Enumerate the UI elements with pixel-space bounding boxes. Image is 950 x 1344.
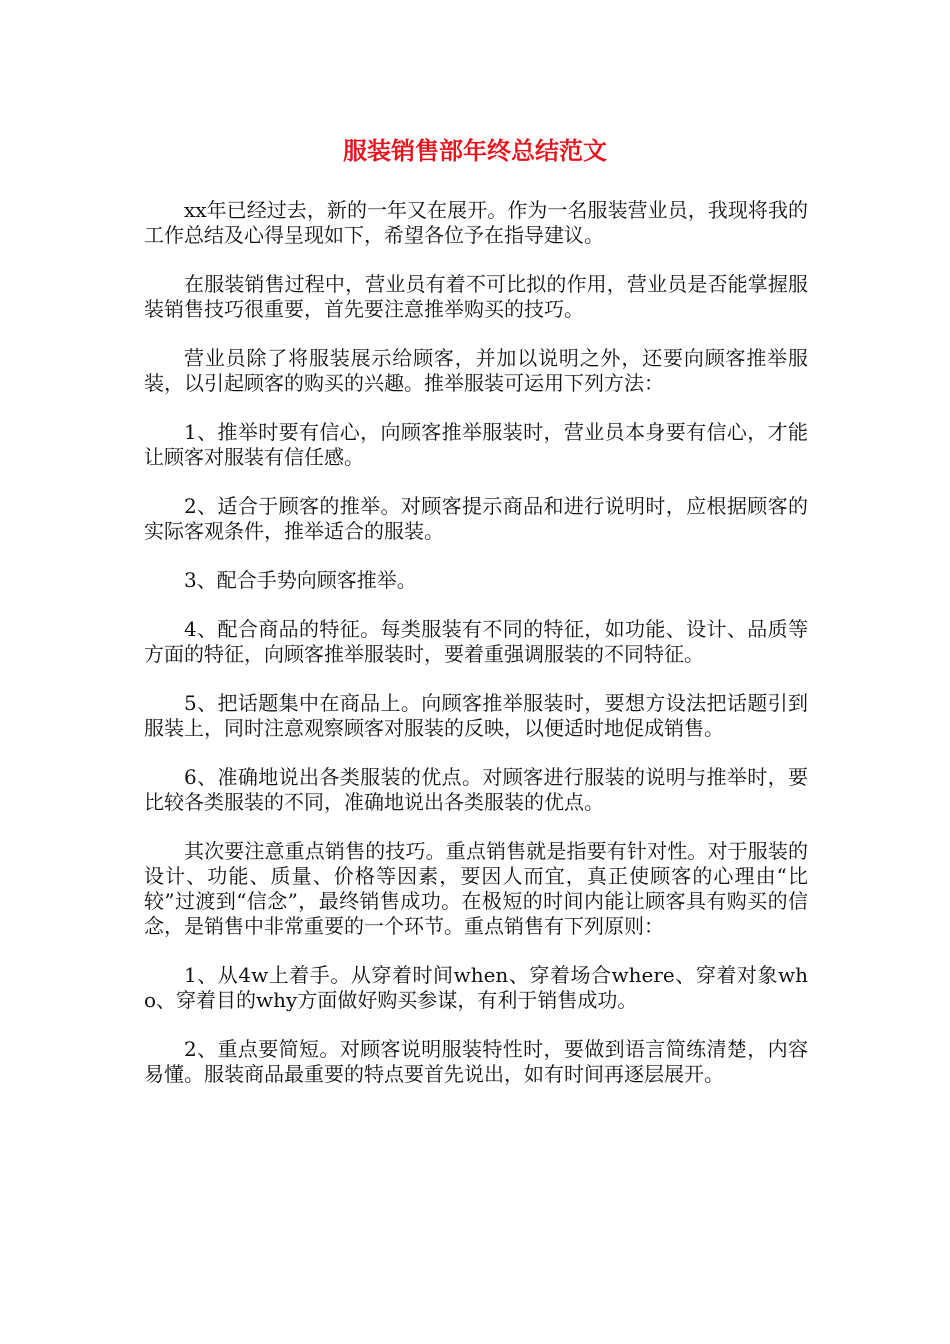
- list-item-suitable: 2、适合于顾客的推举。对顾客提示商品和进行说明时，应根据顾客的实际客观条件，推举适合的服装。: [144, 494, 808, 543]
- list-item-topic-focus: 5、把话题集中在商品上。向顾客推举服装时，要想方设法把话题引到服装上，同时注意观察顾客对服装的反映，以便适时地促成销售。: [144, 691, 808, 740]
- paragraph-key-selling: 其次要注意重点销售的技巧。重点销售就是指要有针对性。对于服装的设计、功能、质量、价格等因素，要因人而宜，真正使顾客的心理由“比较”过渡到“信念”，最终销售成功。在极短的时间内能让顾客具有购买的信念，是销售中非常重要的一个环节。重点销售有下列原则：: [144, 839, 808, 938]
- list-item-advantages: 6、准确地说出各类服装的优点。对顾客进行服装的说明与推举时，要比较各类服装的不同，准确地说出各类服装的优点。: [144, 765, 808, 814]
- list-item-4w: 1、从4w上着手。从穿着时间when、穿着场合where、穿着对象who、穿着目的why方面做好购买参谋，有利于销售成功。: [144, 963, 808, 1012]
- list-item-brief: 2、重点要简短。对顾客说明服装特性时，要做到语言简练清楚，内容易懂。服装商品最重要的特点要首先说出，如有时间再逐层展开。: [144, 1037, 808, 1086]
- list-item-gestures: 3、配合手势向顾客推举。: [184, 568, 417, 592]
- document-body: [144, 198, 808, 1111]
- document-title: 服装销售部年终总结范文: [343, 137, 607, 165]
- paragraph-recommend-methods: 营业员除了将服装展示给顾客，并加以说明之外，还要向顾客推举服装，以引起顾客的购买的兴趣。推举服装可运用下列方法：: [144, 346, 808, 395]
- paragraph-intro: xx年已经过去，新的一年又在展开。作为一名服装营业员，我现将我的工作总结及心得呈现如下，希望各位予在指导建议。: [144, 198, 808, 247]
- list-item-confidence: 1、推举时要有信心，向顾客推举服装时，营业员本身要有信心，才能让顾客对服装有信任感。: [144, 420, 808, 469]
- list-item-features: 4、配合商品的特征。每类服装有不同的特征，如功能、设计、品质等方面的特征，向顾客推举服装时，要着重强调服装的不同特征。: [144, 617, 808, 666]
- paragraph-sales-role: 在服装销售过程中，营业员有着不可比拟的作用，营业员是否能掌握服装销售技巧很重要，首先要注意推举购买的技巧。: [144, 272, 808, 321]
